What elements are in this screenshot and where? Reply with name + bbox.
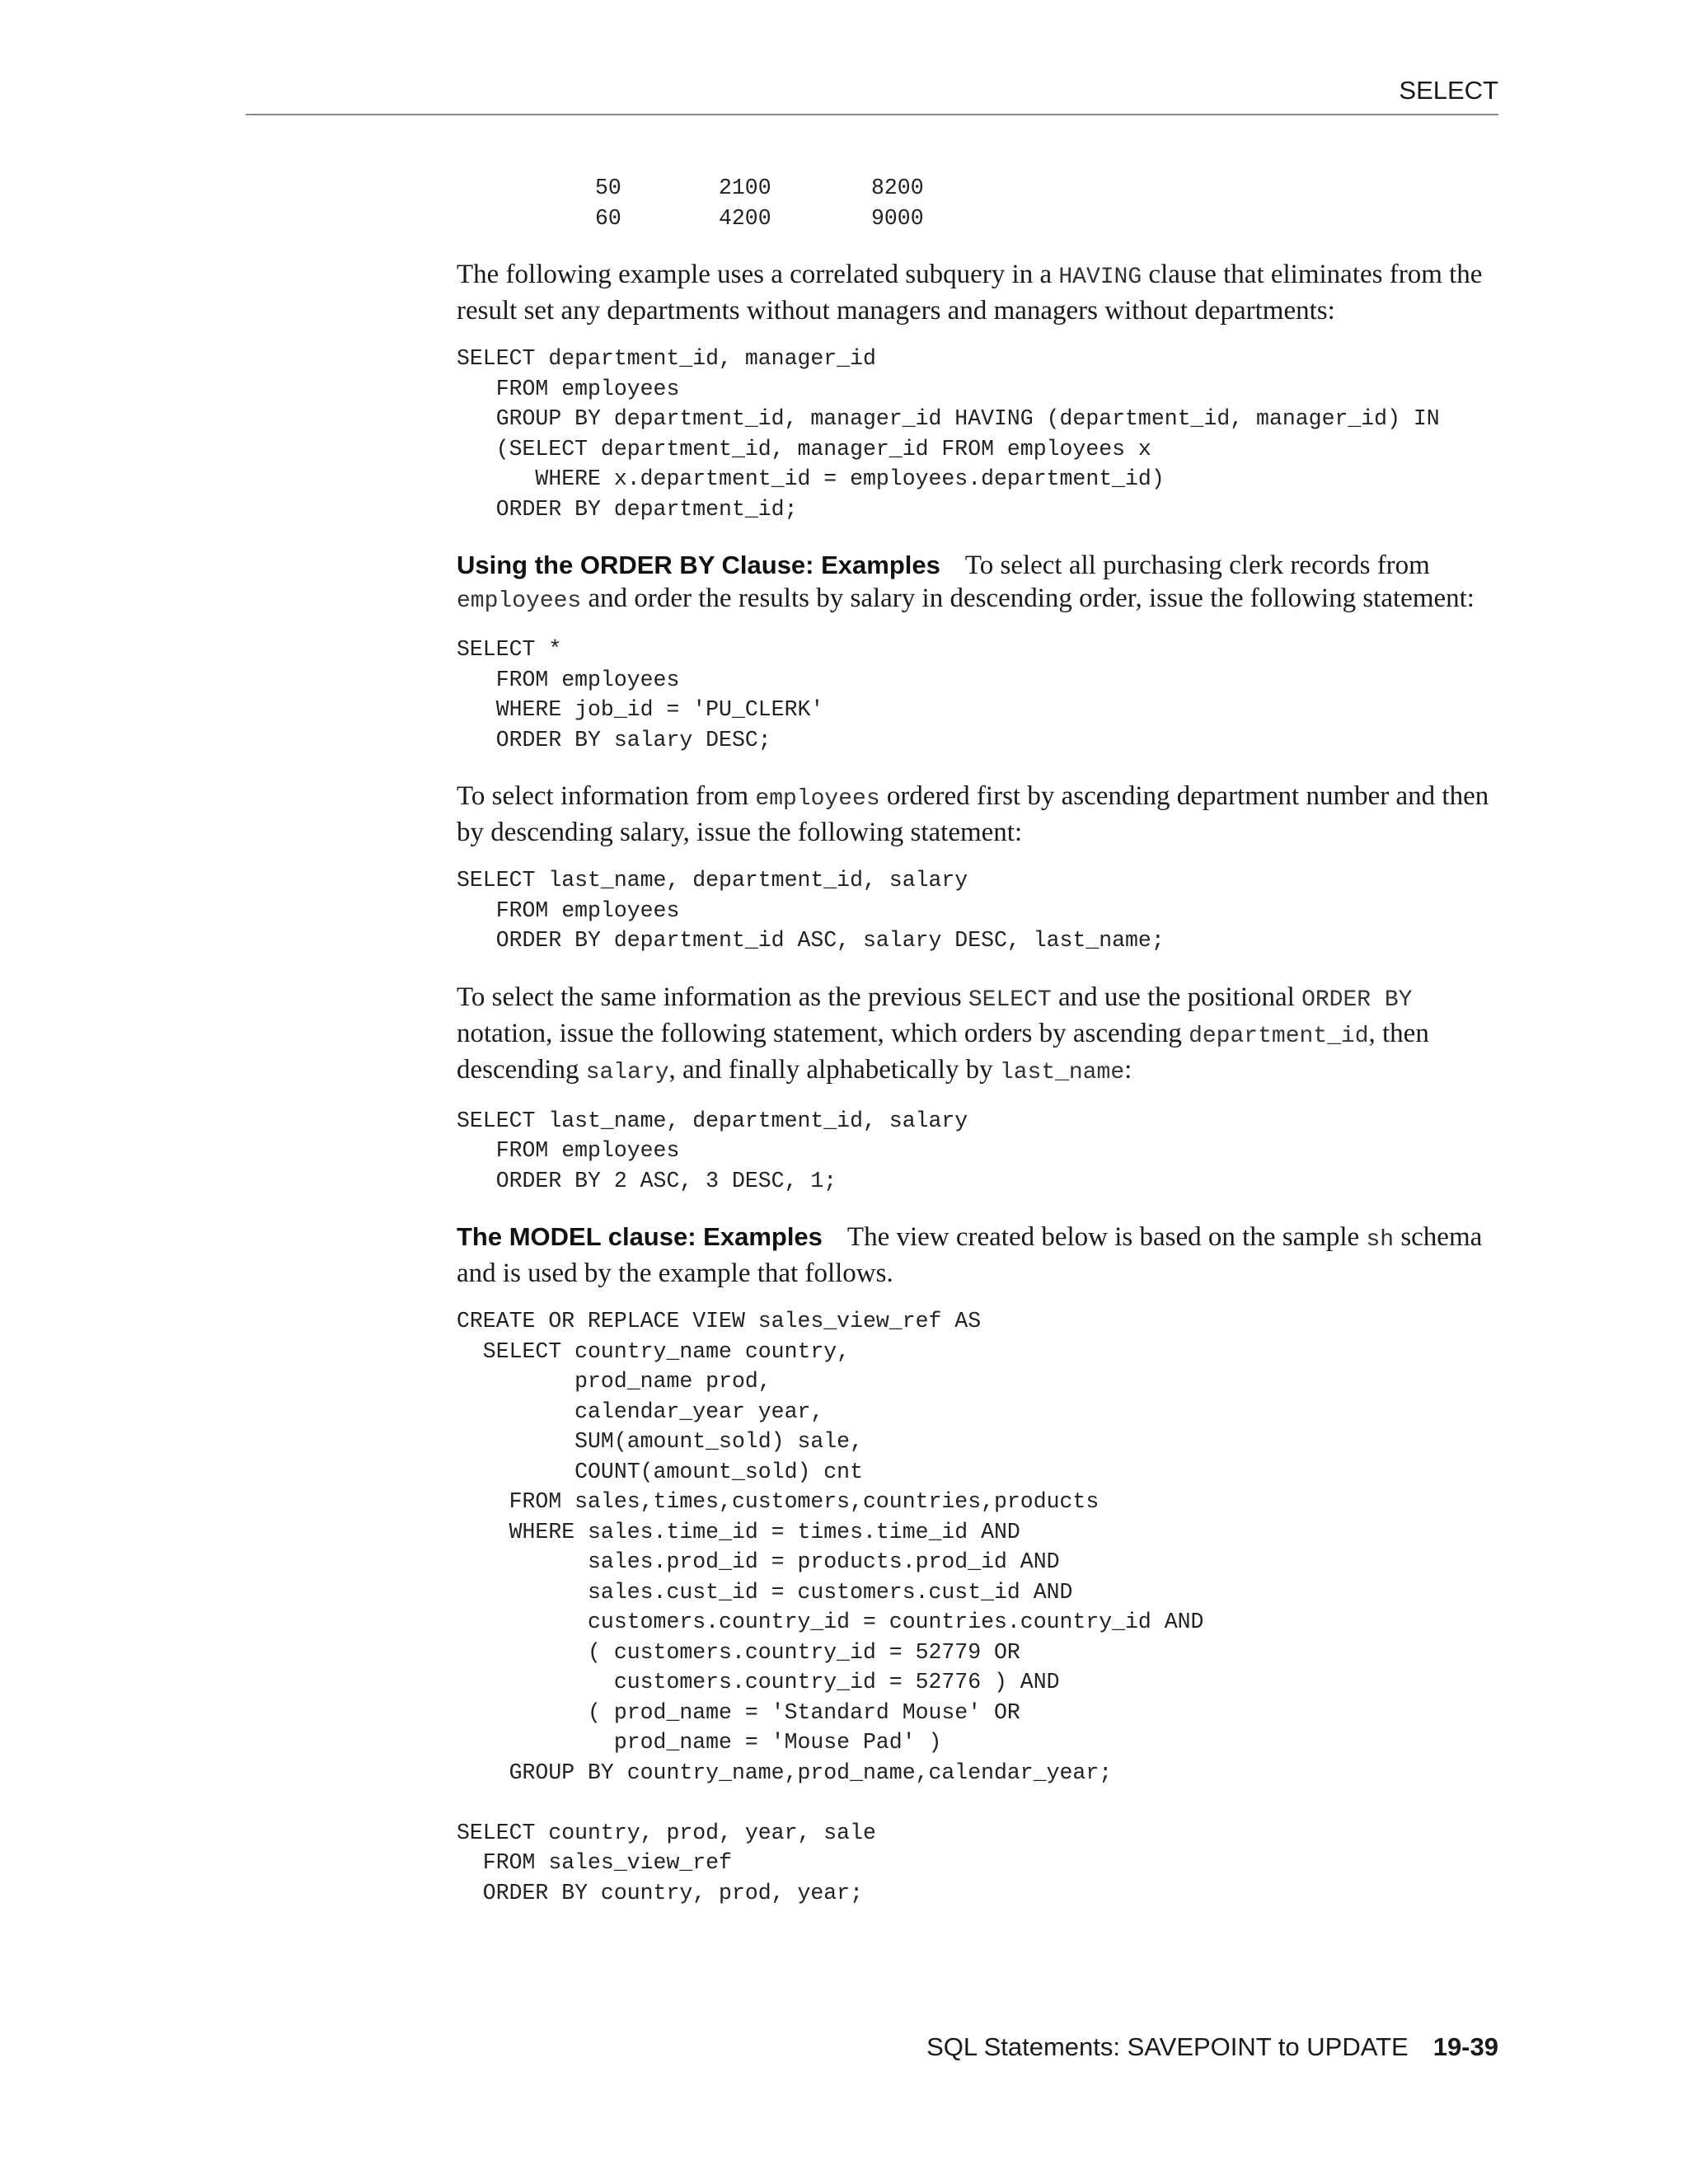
paragraph-positional xyxy=(457,981,1498,1090)
inline-code: ORDER BY xyxy=(1301,987,1413,1013)
footer-chapter: SQL Statements: SAVEPOINT to UPDATE xyxy=(926,2032,1409,2061)
result-cell: 9000 xyxy=(871,205,924,231)
page-footer xyxy=(926,2032,1498,2062)
text-run: To select all purchasing clerk records from xyxy=(964,551,1430,580)
inline-code: salary xyxy=(585,1059,669,1085)
text-run: , then descending xyxy=(457,1018,1429,1085)
inline-code: employees xyxy=(457,588,582,614)
section-heading: The MODEL clause: Examples xyxy=(457,1222,823,1251)
result-table xyxy=(595,173,1498,233)
text-run: ordered first by ascending department number and then by descending salary, issue the following statement: xyxy=(457,781,1489,847)
result-row xyxy=(595,173,1498,204)
result-cell: 50 xyxy=(595,176,621,200)
code-block-positional: SELECT last_name, department_id, salary FROM employees ORDER BY 2 ASC, 3 DESC, 1; xyxy=(457,1108,968,1193)
text-run: and use the positional xyxy=(1051,982,1302,1012)
inline-code: last_name xyxy=(999,1059,1125,1085)
page-content xyxy=(457,173,1498,1908)
result-cell: 2100 xyxy=(719,176,771,200)
text-run: The following example uses a correlated subquery in a xyxy=(457,260,1059,289)
paragraph-order-by xyxy=(457,549,1498,618)
inline-code: SELECT xyxy=(968,987,1052,1013)
text-run: To select information from xyxy=(457,781,756,811)
text-run: schema and is used by the example that follows. xyxy=(457,1222,1483,1288)
result-row xyxy=(595,204,1498,234)
header-rule xyxy=(246,114,1498,115)
paragraph-having xyxy=(457,258,1498,327)
inline-code: employees xyxy=(755,786,880,812)
paragraph-model xyxy=(457,1221,1498,1290)
page-number: 19-39 xyxy=(1432,2032,1498,2061)
inline-code: HAVING xyxy=(1058,265,1142,290)
text-run: : xyxy=(1124,1054,1132,1085)
text-run: , and finally alphabetically by xyxy=(668,1054,1000,1085)
text-run: and order the results by salary in descending order, issue the following statement: xyxy=(581,583,1475,613)
paragraph-order-by-dept xyxy=(457,780,1498,849)
text-run: clause that eliminates from the result set any departments without managers and managers without departments: xyxy=(457,260,1483,326)
code-block-order-by-dept: SELECT last_name, department_id, salary FROM employees ORDER BY department_id ASC, salary DESC, last_name; xyxy=(457,868,1165,953)
running-header: SELECT xyxy=(1399,76,1498,105)
result-cell: 60 xyxy=(595,205,621,231)
text-run: notation, issue the following statement, which orders by ascending xyxy=(457,1018,1189,1048)
inline-code: department_id xyxy=(1189,1023,1369,1049)
text-run: The view created below is based on the sample xyxy=(846,1222,1367,1252)
code-block-having: SELECT department_id, manager_id FROM employees GROUP BY department_id, manager_id HAVING (department_id, manager_id) IN (SELECT department_id, manager_id FROM employees x WHERE x.department_id = employees.department_id) ORDER BY department_id; xyxy=(457,346,1440,522)
code-block-order-by-salary: SELECT * FROM employees WHERE job_id = 'PU_CLERK' ORDER BY salary DESC; xyxy=(457,637,824,752)
section-heading: Using the ORDER BY Clause: Examples xyxy=(457,551,940,579)
result-cell: 8200 xyxy=(871,176,924,200)
inline-code: sh xyxy=(1366,1227,1395,1253)
code-block-model: CREATE OR REPLACE VIEW sales_view_ref AS SELECT country_name country, prod_name prod, calendar_year year, SUM(amount_sold) sale, COUNT(amount_sold) cnt FROM sales,times,customers,countries,products WHERE sales.time_id = times.time_id AND sales.prod_id = products.prod_id AND sales.cust_id = customers.cust_id AND customers.country_id = countries.country_id AND ( customers.country_id = 52779 OR customers.country_id = 52776 ) AND ( prod_name = 'Standard Mouse' OR prod_name = 'Mouse Pad' ) GROUP BY country_name,prod_name,calendar_year; SELECT country, prod, year, sale FROM sales_view_ref ORDER BY country, prod, year; xyxy=(457,1309,1204,1905)
result-cell: 4200 xyxy=(719,205,771,231)
text-run: To select the same information as the previous xyxy=(457,982,968,1012)
